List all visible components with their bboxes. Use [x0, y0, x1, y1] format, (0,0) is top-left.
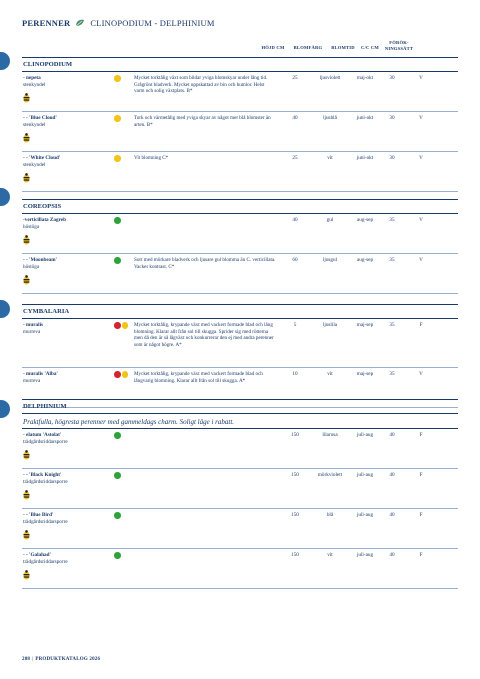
bee-icon	[23, 90, 30, 100]
section-intro: Praktfulla, högresta perenner med gammeldags charm. Soligt läge i rabatt.	[23, 418, 235, 426]
plant-common-name: murreva	[23, 378, 41, 384]
plant-color: lilarosa	[322, 432, 338, 438]
plant-name: - - 'Moonbeam'	[23, 257, 58, 263]
section-edge-marker	[0, 400, 10, 418]
bee-icon	[23, 130, 30, 140]
col-propagation-line1: FÖRÖK-	[389, 40, 409, 45]
plant-color: gul	[326, 217, 334, 223]
section-title: DELPHINIUM	[23, 403, 67, 410]
bee-icon	[23, 232, 30, 242]
plant-height: 60	[292, 257, 298, 263]
green-dot-icon	[114, 472, 121, 479]
plant-propagation: F	[419, 512, 423, 518]
section-edge-marker	[0, 52, 10, 70]
plant-bloom: juli-aug	[356, 432, 374, 438]
bee-icon	[23, 527, 30, 537]
plant-row	[22, 112, 458, 152]
section-edge-marker	[0, 188, 10, 206]
plant-color: ljuslila	[322, 322, 338, 328]
col-height-header: HÖJD CM	[261, 45, 285, 50]
plant-spacing: 40	[389, 552, 395, 558]
plant-propagation: V	[419, 75, 423, 81]
plant-bloom: aug-sep	[356, 257, 374, 263]
light-indicators	[114, 322, 128, 329]
plant-name: - - 'Blue Bird'	[23, 512, 54, 518]
plant-description: Mycket torktålig växt som bildar yviga blomskyar under lång tid. Grågrönt bladverk. Mycket uppskattad av bin och humlor. Helst varm och solig växtplats. B*	[134, 75, 268, 95]
section-edge-marker	[0, 300, 10, 318]
plant-bloom: juli-aug	[356, 472, 374, 478]
light-indicators	[114, 217, 121, 224]
plant-height: 150	[291, 552, 299, 558]
leaf-icon	[75, 19, 85, 27]
plant-propagation: V	[419, 371, 423, 377]
section-title: CYMBALARIA	[23, 308, 70, 315]
red-dot-icon	[114, 371, 121, 378]
section-title: CLINOPODIUM	[23, 61, 73, 68]
page-title: CLINOPODIUM - DELPHINIUM	[90, 18, 215, 28]
plant-row	[22, 549, 458, 589]
red-dot-icon	[114, 322, 121, 329]
plant-name: - elatum 'Astolat'	[23, 432, 62, 438]
section-delphinium	[22, 399, 458, 589]
plant-name: - muralis 'Alba'	[23, 371, 58, 377]
bee-icon	[23, 487, 30, 497]
plant-common-name: stenkyndel	[23, 82, 46, 88]
plant-common-name: trädgårdsriddarsporre	[23, 439, 68, 445]
plant-row	[22, 214, 458, 254]
plant-name: - - 'Blue Cloud'	[23, 115, 57, 121]
plant-color: vit	[327, 552, 333, 558]
light-indicators	[114, 432, 121, 439]
plant-name: - - 'Black Knight'	[23, 472, 62, 478]
plant-spacing: 30	[389, 115, 395, 121]
green-dot-icon	[114, 552, 121, 559]
plant-height: 150	[291, 432, 299, 438]
plant-name: - muralis	[23, 322, 44, 328]
plant-propagation: V	[419, 257, 423, 263]
plant-color: blå	[326, 512, 334, 518]
col-color-header: BLOMFÄRG	[293, 45, 323, 50]
plant-height: 150	[291, 472, 299, 478]
plant-row	[22, 254, 458, 294]
col-propagation-header	[384, 40, 414, 51]
light-indicators	[114, 552, 121, 559]
light-indicators	[114, 155, 121, 162]
plant-name: - nepeta	[23, 75, 41, 81]
plant-propagation: V	[419, 217, 423, 223]
catalog-name: PRODUKTKATALOG 2026	[35, 657, 101, 662]
light-indicators	[114, 472, 121, 479]
light-indicators	[114, 371, 128, 378]
plant-spacing: 30	[389, 155, 395, 161]
green-dot-icon	[114, 432, 121, 439]
plant-spacing: 40	[389, 432, 395, 438]
plant-name: - - 'Galahad'	[23, 552, 51, 558]
plant-row	[22, 429, 458, 469]
plant-row	[22, 509, 458, 549]
yellow-dot-icon	[122, 371, 129, 378]
yellow-dot-icon	[114, 155, 121, 162]
plant-height: 5	[293, 322, 297, 328]
plant-propagation: F	[419, 432, 423, 438]
col-bloom-header: BLOMTID	[331, 45, 355, 50]
plant-propagation: V	[419, 115, 423, 121]
plant-bloom: aug-sep	[356, 217, 374, 223]
plant-description: Tork och värmetålig med yviga skyar av något mer blå blomster än arten. B*	[134, 115, 271, 128]
yellow-dot-icon	[114, 75, 121, 82]
plant-name: -verticillata Zagreb	[23, 217, 66, 223]
plant-height: 25	[292, 155, 298, 161]
green-dot-icon	[114, 217, 121, 224]
plant-color: mörkviolett	[317, 472, 343, 478]
plant-description: Vit blomning C*	[134, 155, 169, 161]
light-indicators	[114, 75, 121, 82]
plant-row	[22, 152, 458, 192]
plant-height: 40	[292, 217, 298, 223]
plant-common-name: stenkyndel	[23, 162, 46, 168]
plant-bloom: juli-aug	[356, 512, 374, 518]
plant-propagation: V	[419, 155, 423, 161]
plant-common-name: höstöga	[23, 224, 40, 230]
bee-icon	[23, 567, 30, 577]
plant-common-name: trädgårdsriddarsporre	[23, 479, 68, 485]
plant-color: vit	[327, 155, 333, 161]
plant-description: Mycket torktålig, krypande växt med vackert formade blad och långvarig blomning. Klarar allt från sol till skugga. A*	[134, 371, 263, 384]
plant-bloom: juni-okt	[356, 115, 374, 121]
plant-description: Mycket torktålig, krypande växt med vackert formade blad och lång blomning. Klarar allt från sol till skugga. Sprider sig med rötterna men då den är så lågväxt och konkurrerar den ej med andra perenner som är något högre. A*	[134, 322, 274, 348]
plant-color: ljusblå	[323, 115, 337, 121]
green-dot-icon	[114, 512, 121, 519]
plant-spacing: 35	[389, 322, 395, 328]
section-clinopodium	[22, 57, 458, 192]
page-footer: 208 | PRODUKTKATALOG 2026	[22, 657, 101, 662]
plant-row	[22, 319, 458, 368]
plant-propagation: F	[419, 552, 423, 558]
plant-spacing: 40	[389, 472, 395, 478]
plant-row	[22, 469, 458, 509]
page-number: 208	[22, 657, 31, 662]
plant-common-name: trädgårdsriddarsporre	[23, 519, 68, 525]
section-coreopsis	[22, 199, 458, 294]
plant-propagation: F	[419, 472, 423, 478]
green-dot-icon	[114, 257, 121, 264]
plant-bloom: maj-sep	[356, 371, 374, 377]
plant-common-name: stenkyndel	[23, 122, 46, 128]
plant-bloom: juni-okt	[356, 155, 374, 161]
plant-height: 10	[292, 371, 298, 377]
plant-bloom: juli-aug	[356, 552, 374, 558]
yellow-dot-icon	[122, 322, 129, 329]
plant-name: - - 'White Cloud'	[23, 155, 61, 161]
plant-description: Sort med mörkare bladverk och ljusare gul blomma än C. verticillata. Vacker kontrast. C*	[134, 257, 276, 270]
plant-bloom: maj-okt	[356, 75, 374, 81]
plant-row	[22, 72, 458, 112]
light-indicators	[114, 512, 121, 519]
plant-spacing: 30	[389, 75, 395, 81]
plant-common-name: höstöga	[23, 264, 40, 270]
plant-spacing: 35	[389, 257, 395, 263]
light-indicators	[114, 115, 121, 122]
bee-icon	[23, 170, 30, 180]
light-indicators	[114, 257, 121, 264]
bee-icon	[23, 272, 30, 282]
section-cymbalaria	[22, 304, 458, 408]
plant-color: ljusgul	[322, 257, 338, 263]
plant-color: ljusviolett	[319, 75, 341, 81]
plant-height: 40	[292, 115, 298, 121]
plant-propagation: F	[419, 322, 423, 328]
plant-spacing: 35	[389, 217, 395, 223]
section-title: COREOPSIS	[23, 203, 62, 210]
plant-bloom: maj-sep	[356, 322, 374, 328]
col-propagation-line2: NINGSSÄTT	[384, 45, 414, 51]
plant-color: vit	[327, 371, 333, 377]
col-spacing-header: C/C CM	[361, 45, 379, 50]
plant-height: 25	[292, 75, 298, 81]
bee-icon	[23, 447, 30, 457]
plant-spacing: 40	[389, 512, 395, 518]
plant-spacing: 35	[389, 371, 395, 377]
plant-common-name: trädgårdsriddarsporre	[23, 559, 68, 565]
plant-height: 150	[291, 512, 299, 518]
page-header	[22, 18, 215, 28]
category-label: PERENNER	[22, 18, 71, 28]
yellow-dot-icon	[114, 115, 121, 122]
plant-common-name: murreva	[23, 329, 41, 335]
